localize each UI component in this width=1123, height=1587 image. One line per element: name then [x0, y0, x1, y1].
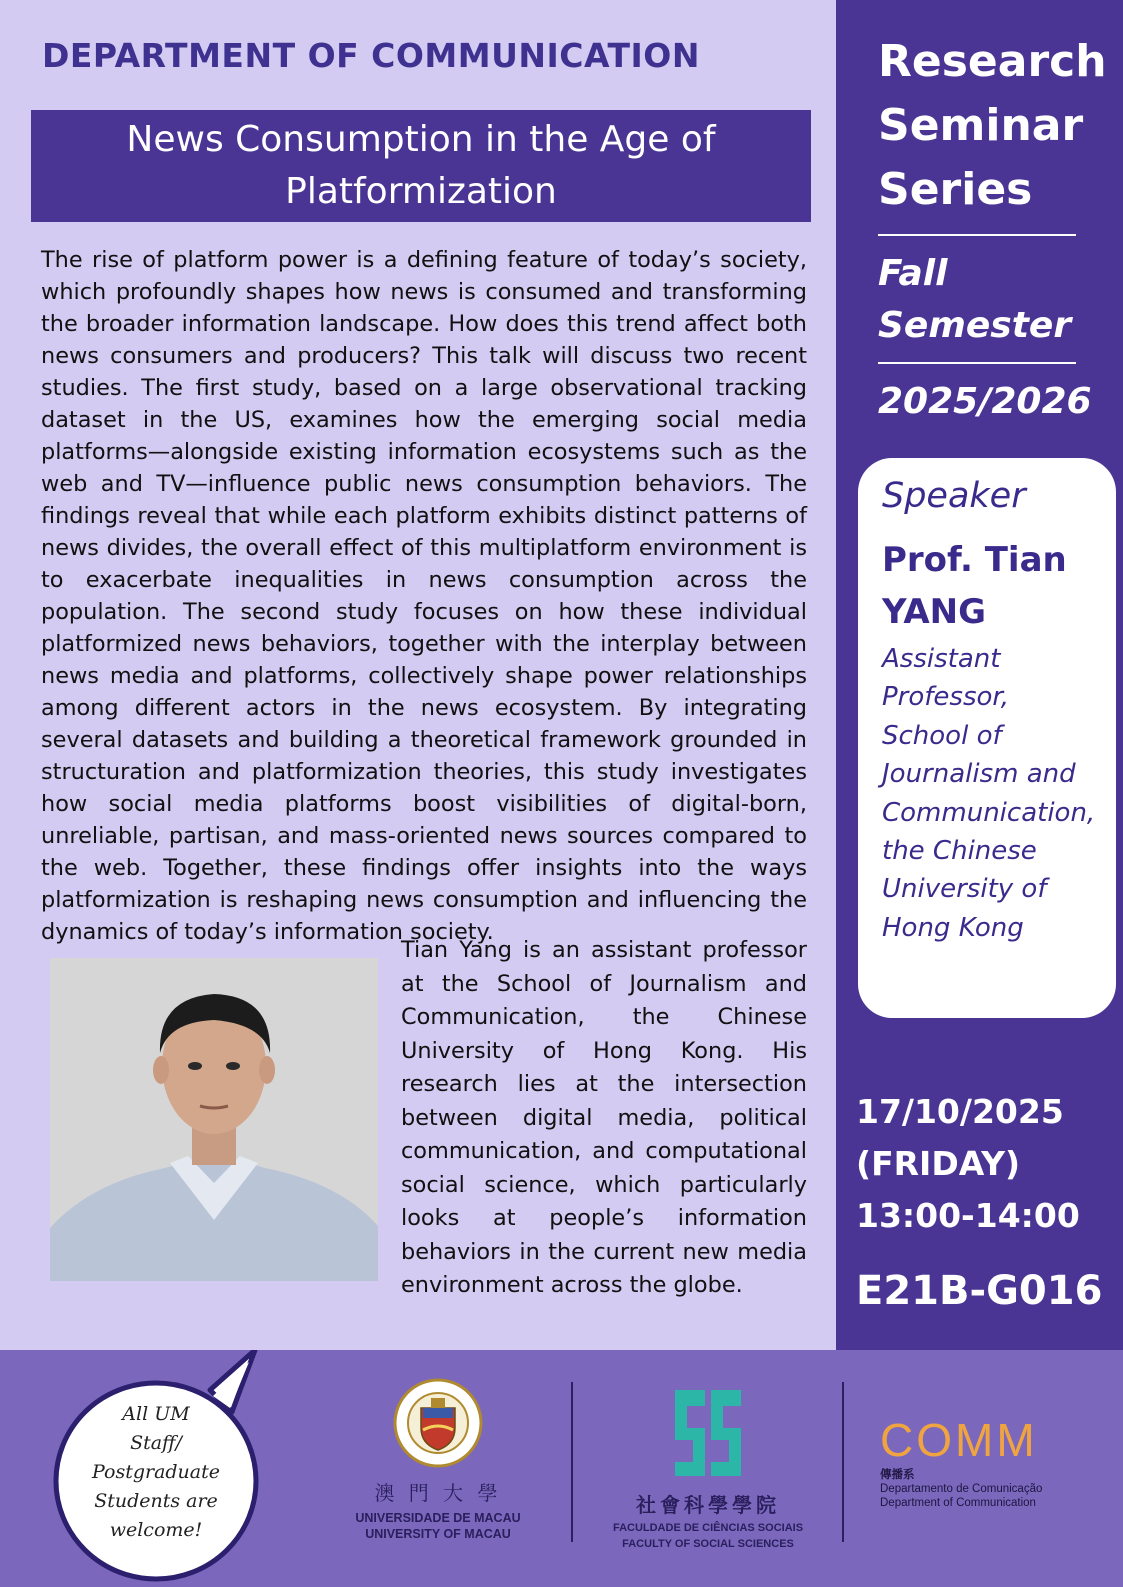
- affiliation-line: Assistant: [882, 644, 1001, 674]
- talk-title-line1: News Consumption in the Age of: [126, 119, 716, 160]
- speaker-name: [882, 534, 1116, 638]
- semester-line: Semester: [878, 305, 1072, 346]
- speaker-bio: Tian Yang is an assistant professor at the School of Journalism and Communication, the Chinese University of Hong Kong. His research lies at the intersection between digital media, political communication, and computational social science, which particularly looks at people’s information behaviors in the current new media environment across the globe.: [401, 937, 807, 1298]
- department-heading: DEPARTMENT OF COMMUNICATION: [42, 36, 700, 75]
- speaker-name-line: Prof. Tian: [882, 540, 1067, 580]
- um-chinese-name: 澳 門 大 學: [374, 1481, 502, 1505]
- event-datetime: [856, 1086, 1120, 1242]
- event-day: (FRIDAY): [856, 1144, 1021, 1183]
- welcome-line: All UM: [122, 1403, 190, 1425]
- divider-rule: [878, 362, 1076, 364]
- event-room: E21B-G016: [856, 1268, 1103, 1314]
- affiliation-line: Professor,: [882, 682, 1009, 713]
- fss-portuguese-name: FACULDADE DE CIÊNCIAS SOCIAIS: [612, 1522, 804, 1534]
- welcome-note: [78, 1400, 234, 1545]
- sidebar: [836, 0, 1123, 1350]
- speaker-affiliation: [882, 640, 1116, 947]
- series-line: Seminar: [878, 100, 1084, 151]
- comm-chinese-name: 傳播系: [880, 1469, 915, 1481]
- event-time: 13:00-14:00: [856, 1196, 1080, 1235]
- comm-english-name: Department of Communication: [880, 1497, 1036, 1509]
- semester-line: Fall: [878, 253, 948, 294]
- speaker-name-line: YANG: [882, 592, 987, 632]
- um-crest-icon: [393, 1378, 483, 1468]
- um-logo: [333, 1378, 543, 1542]
- divider-rule: [878, 234, 1076, 236]
- affiliation-line: University of: [882, 874, 1047, 905]
- comm-logo: [880, 1416, 1100, 1510]
- series-line: Research: [878, 36, 1107, 87]
- um-english-name: UNIVERSITY OF MACAU: [365, 1527, 511, 1541]
- affiliation-line: Hong Kong: [882, 912, 1024, 943]
- series-title: [878, 30, 1118, 222]
- fss-mark-icon: [673, 1388, 743, 1478]
- welcome-line: welcome!: [109, 1519, 203, 1541]
- talk-title-line2: Platformization: [285, 171, 557, 212]
- comm-portuguese-name: Departamento de Comunicação: [880, 1483, 1043, 1495]
- logo-divider: [571, 1382, 573, 1542]
- event-date: 17/10/2025: [856, 1092, 1064, 1131]
- speaker-label: Speaker: [882, 476, 1026, 516]
- speaker-portrait-illustration: [50, 958, 378, 1281]
- welcome-line: Postgraduate: [91, 1461, 221, 1483]
- welcome-line: Students are: [94, 1490, 218, 1512]
- academic-year: 2025/2026: [878, 381, 1092, 422]
- fss-chinese-name: 社會科學學院: [636, 1493, 780, 1517]
- affiliation-line: the Chinese: [882, 836, 1037, 867]
- fss-english-name: FACULTY OF SOCIAL SCIENCES: [622, 1538, 794, 1550]
- fss-logo: [603, 1388, 813, 1552]
- speaker-photo: [50, 958, 378, 1281]
- speaker-card: [858, 458, 1116, 1018]
- affiliation-line: Communication,: [882, 797, 1096, 828]
- um-portuguese-name: UNIVERSIDADE DE MACAU: [355, 1511, 521, 1525]
- comm-wordmark: COMM: [880, 1414, 1038, 1466]
- series-line: Series: [878, 164, 1033, 215]
- abstract-text: The rise of platform power is a defining feature of today’s society, which profoundly shapes how news is consumed and transforming the broader information landscape. How does this trend affect both news consumers and producers? This talk will discuss two recent studies. The first study, based on a large observational tracking dataset in the US, examines how the emerging social media platforms—alongside existing information ecosystems such as the web and TV—influence public news consumption behaviors. The findings reveal that while each platform exhibits distinct patterns of news divides, the overall effect of this multiplatform environment is to exacerbate inequalities in news consumption across the population. The second study focuses on how these individual platformized news behaviors, together with the interplay between news media and platforms, collectively shape power relationships among different actors in the news ecosystem. By integrating several datasets and building a theoretical framework grounded in structuration and platformization theories, this study investigates how social media platforms boost visibilities of digital-born, unreliable, partisan, and mass-oriented news sources compared to the web. Together, these findings offer insights into the ways platformization is reshaping news consumption and influencing the dynamics of today’s information society.: [41, 247, 807, 945]
- semester: [878, 248, 1118, 352]
- welcome-line: Staff/: [130, 1432, 182, 1454]
- affiliation-line: Journalism and: [882, 759, 1076, 790]
- talk-title-banner: [31, 110, 811, 222]
- logo-divider: [842, 1382, 844, 1542]
- affiliation-line: School of: [882, 720, 1002, 751]
